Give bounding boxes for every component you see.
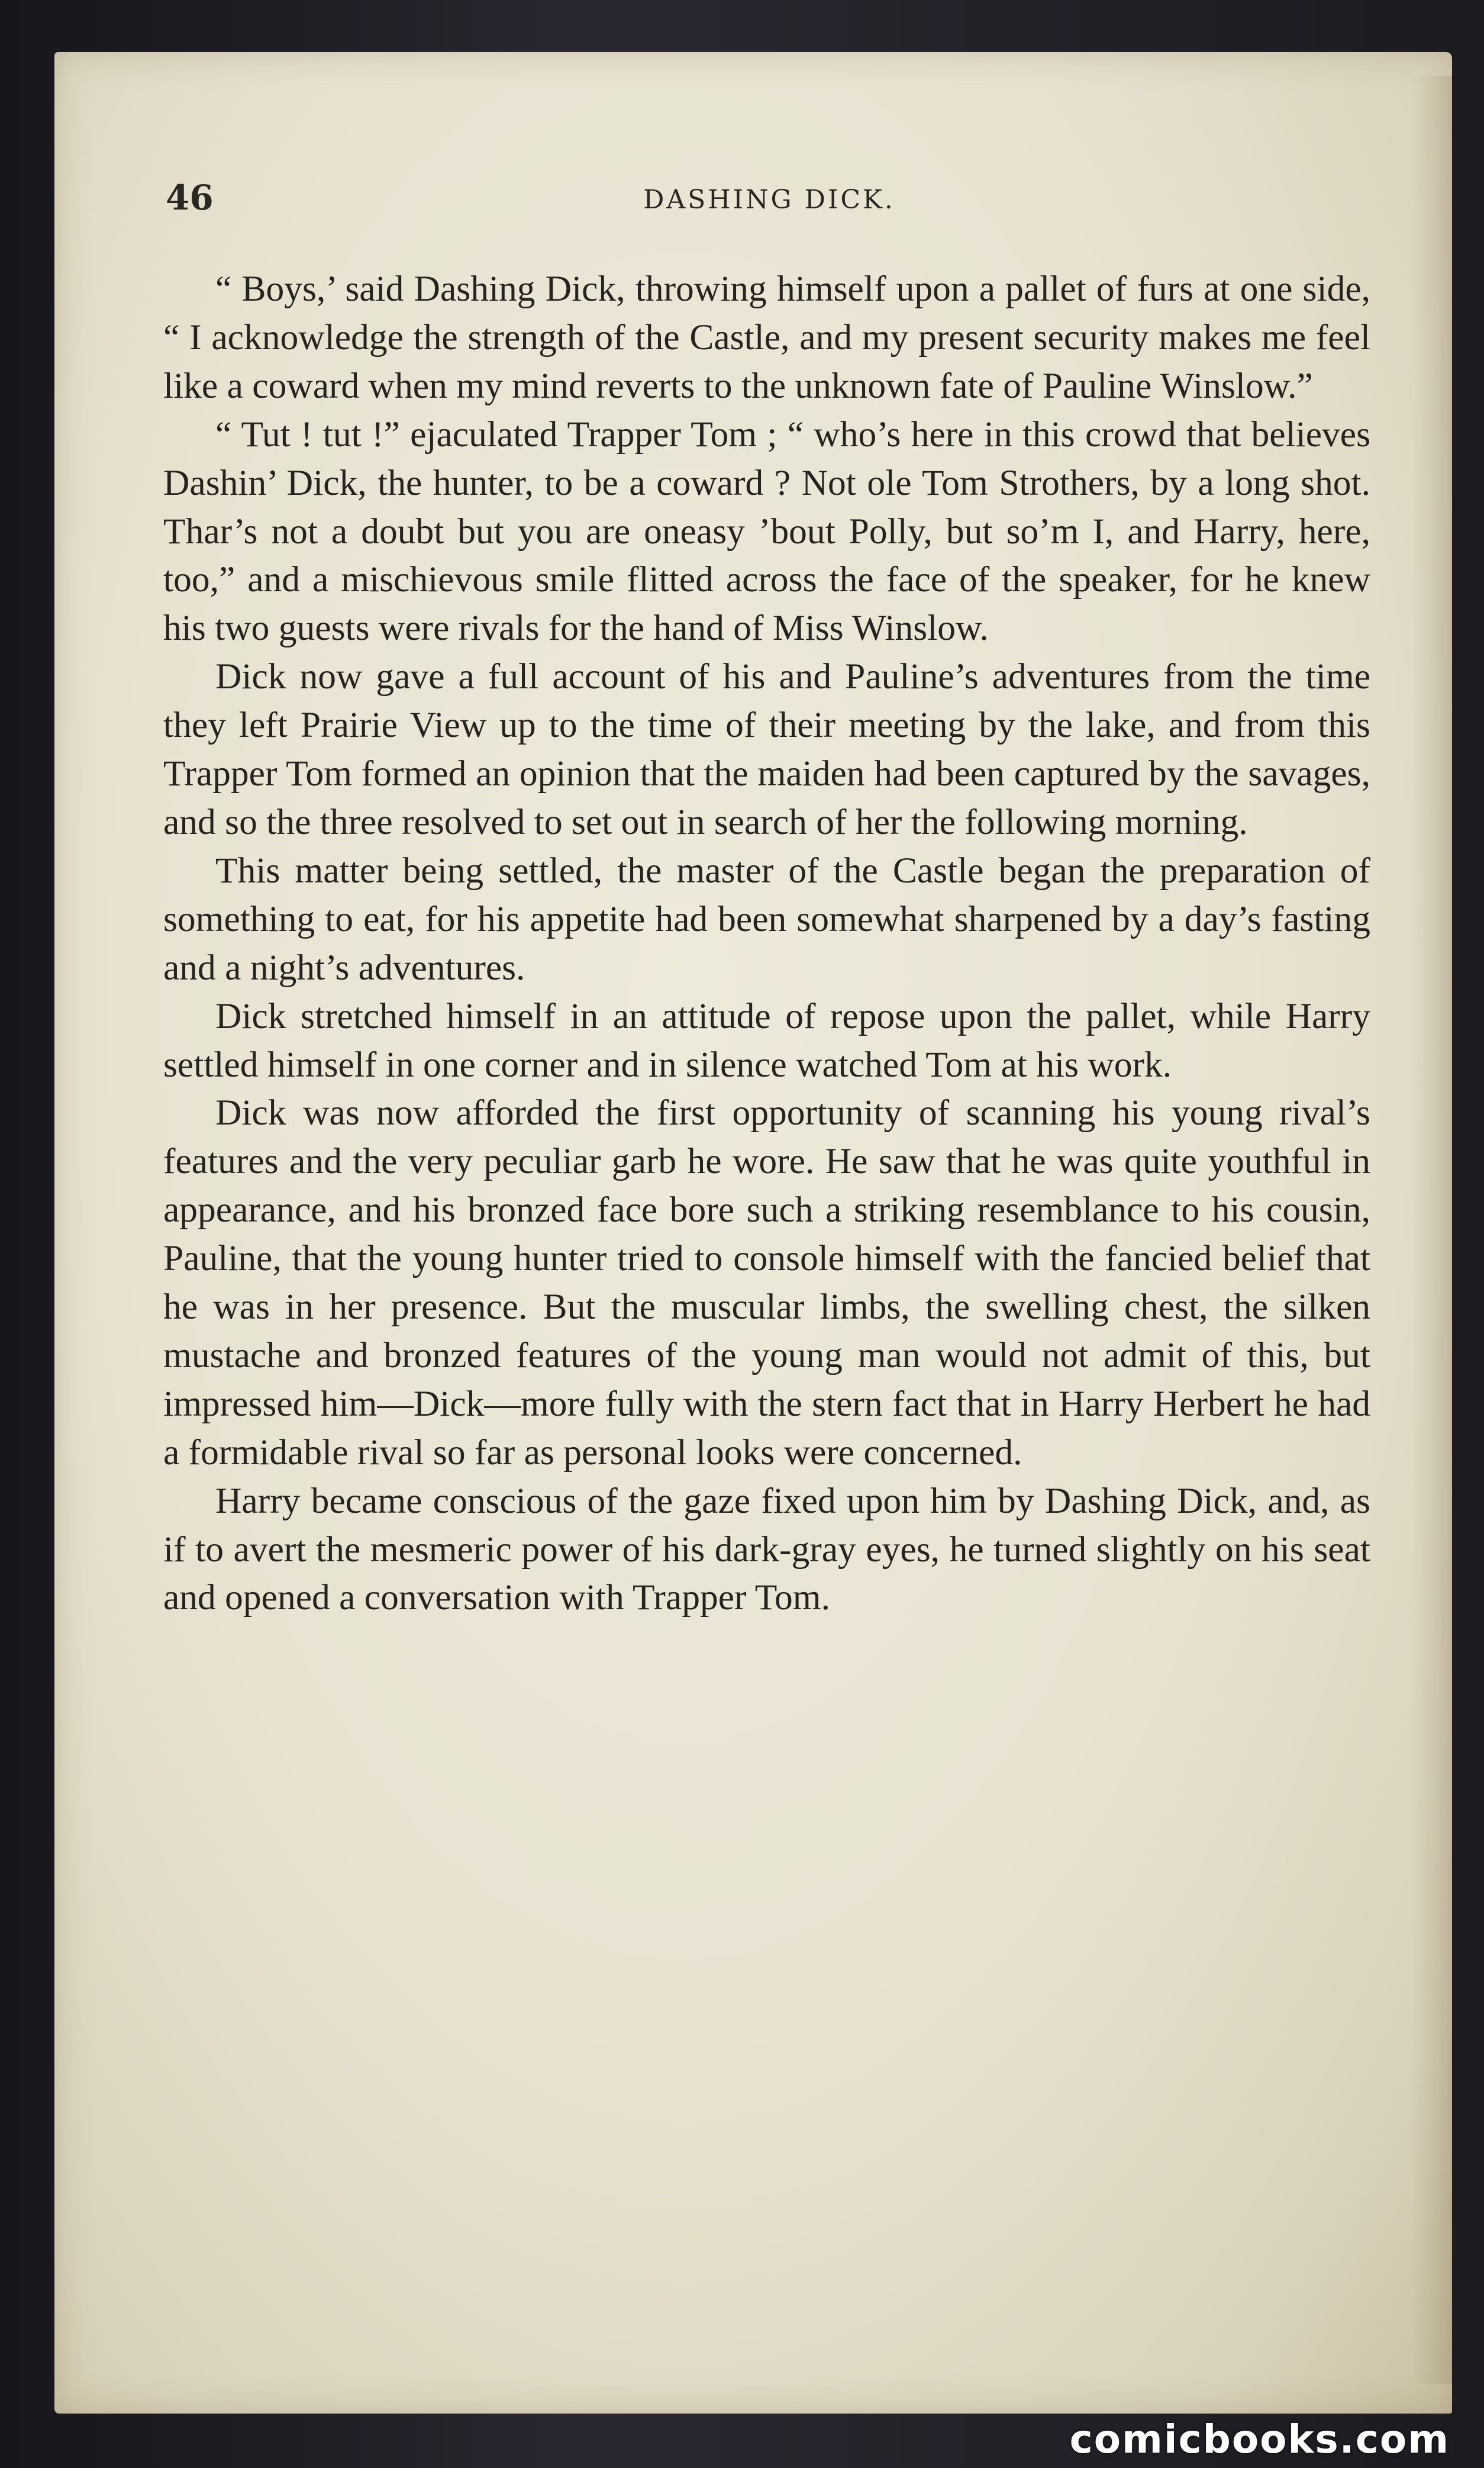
body-text xyxy=(163,265,1370,1622)
paragraph: Harry became conscious of the gaze fixed upon him by Dashing Dick, and, as if to avert the mesmeric power of his dark-gray eyes, he turned slightly on his seat and opened a conversation with Trapper Tom. xyxy=(163,1480,1370,1618)
page-header xyxy=(166,178,1373,225)
paragraph: This matter being settled, the master of the Castle began the preparation of something to eat, for his appetite had been somewhat sharpened by a day’s fasting and a night’s adventures. xyxy=(163,850,1370,988)
paragraph: Dick stretched himself in an attitude of repose upon the pallet, while Harry settled himself in one corner and in silence watched Tom at his work. xyxy=(163,995,1370,1085)
page-edge-shadow xyxy=(1411,76,1452,2384)
paragraph: “ Tut ! tut !” ejaculated Trapper Tom ; “ who’s here in this crowd that believes Dashin’ Dick, the hunter, to be a coward ? Not ole Tom Strothers, by a long shot. Thar’s not a doubt but you are oneasy ’bout Polly, but so’m I, and Harry, here, too,” and a mischievous smile flitted across the face of the speaker, for he knew his two guests were rivals for the hand of Miss Winslow. xyxy=(163,414,1370,649)
paragraph: “ Boys,’ said Dashing Dick, throwing himself upon a pallet of furs at one side, “ I acknowledge the strength of the Castle, and my present security makes me feel like a coward when my mind reverts to the unknown fate of Pauline Winslow.” xyxy=(163,269,1370,406)
paragraph: Dick now gave a full account of his and Pauline’s adventures from the time they left Prairie View up to the time of their meeting by the lake, and from this Trapper Tom formed an opinion that the maiden had been captured by the savages, and so the three resolved to set out in search of her the following morning. xyxy=(163,656,1370,842)
page-number: 46 xyxy=(166,178,214,218)
watermark: comicbooks.com xyxy=(1069,2417,1450,2462)
running-head: DASHING DICK. xyxy=(643,185,895,215)
paragraph: Dick was now afforded the first opportunity of scanning his young rival’s features and the very peculiar garb he wore. He saw that he was quite youthful in appearance, and his bronzed face bore such a striking resemblance to his cousin, Pauline, that the young hunter tried to console himself with the fancied belief that he was in her presence. But the muscular limbs, the swelling chest, the silken mustache and bronzed features of the young man would not admit of this, but impressed him—Dick—more fully with the stern fact that in Harry Herbert he had a formidable rival so far as personal looks were concerned. xyxy=(163,1093,1370,1473)
